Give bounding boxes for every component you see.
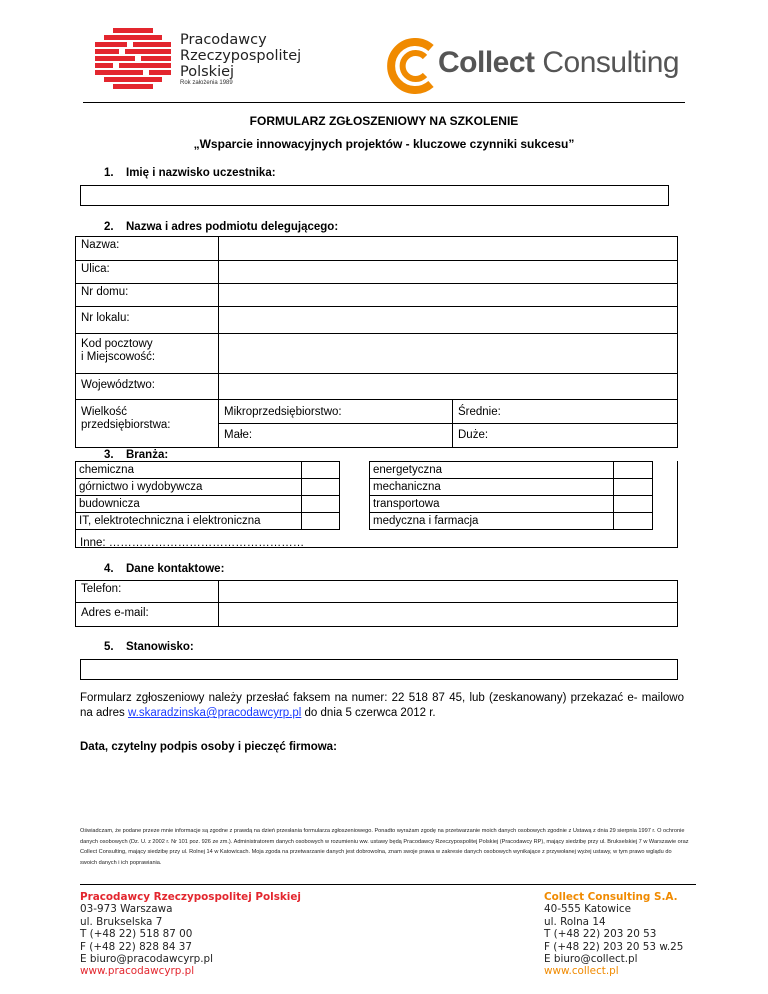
- org-name-field[interactable]: [219, 237, 678, 261]
- pracodawcy-rp-logo-text: Pracodawcy Rzeczypospolitej Polskiej: [180, 32, 302, 80]
- position-field[interactable]: [80, 659, 678, 680]
- phone-field[interactable]: [219, 581, 678, 603]
- size-large-option[interactable]: Duże:: [453, 424, 678, 448]
- collect-consulting-logo-text: Collect Consulting: [438, 46, 680, 79]
- org-postal-city-field[interactable]: [219, 334, 678, 374]
- size-medium-option[interactable]: Średnie:: [453, 400, 678, 424]
- industry-table: [75, 461, 653, 530]
- prp-website-link[interactable]: www.pracodawcyrp.pl: [80, 965, 195, 978]
- industry-it-checkbox[interactable]: [302, 513, 340, 530]
- footer-prp-contact: Pracodawcy Rzeczypospolitej Polskiej 03-973 Warszawa ul. Brukselska 7 T (+48 22) 518 87 00 F (+48 22) 828 84 37 E biuro@pracodawcyrp.pl www.pracodawcyrp.pl: [80, 891, 301, 978]
- section-4-heading: 4. Dane kontaktowe:: [104, 563, 225, 575]
- industry-mechanical: mechaniczna: [370, 479, 614, 496]
- industry-medical-checkbox[interactable]: [614, 513, 653, 530]
- org-postal-city-label: Kod pocztowy i Miejscowość:: [76, 334, 219, 374]
- submission-instruction: Formularz zgłoszeniowy należy przesłać faksem na numer: 22 518 87 45, lub (zeskanowany) przekazać e- mailowo na adres w.skaradzinska@pracodawcyrp.pl do dnia 5 czerwca 2012 r.: [80, 692, 684, 719]
- organization-table: [75, 236, 678, 448]
- section-3-heading: 3. Branża:: [104, 449, 169, 461]
- size-small-option[interactable]: Małe:: [219, 424, 453, 448]
- industry-gap: [340, 479, 370, 496]
- industry-transport-checkbox[interactable]: [614, 496, 653, 513]
- org-voivodeship-field[interactable]: [219, 374, 678, 400]
- industry-energy: energetyczna: [370, 462, 614, 479]
- email-label: Adres e-mail:: [76, 603, 219, 627]
- section-2-heading: 2. Nazwa i adres podmiotu delegującego:: [104, 221, 339, 233]
- industry-gap: [340, 496, 370, 513]
- org-street-field[interactable]: [219, 261, 678, 284]
- industry-mining-checkbox[interactable]: [302, 479, 340, 496]
- industry-mechanical-checkbox[interactable]: [614, 479, 653, 496]
- industry-construction-checkbox[interactable]: [302, 496, 340, 513]
- org-apartment-field[interactable]: [219, 307, 678, 334]
- participant-name-field[interactable]: [80, 185, 669, 206]
- contact-table: [75, 580, 678, 627]
- gdpr-disclaimer: Oświadczam, że podane przeze mnie informacje są zgodne z prawdą na dzień przesłania formularza zgłoszeniowego. Ponadto wyrażam zgodę na przetwarzanie moich danych osobowych zgodnie z Ustawą z dnia 29 sierpnia 1997 r. O ochronie danych osobowych (Dz. U. z 2002 r. Nr 101 poz. 926 ze zm.). Administratorem danych osobowych w rozumieniu ww. ustawy będą Pracodawcy Rzeczypospolitej Polskiej (Pracodawcy RP), mający siedzibę przy ul. Brukselskiej 7 w Warszawie oraz Collect Consulting, mający siedzibę przy ul. Rolnej 14 w Katowicach. Moja zgoda na przetwarzanie danych jest dobrowolna, znam swoje prawa w zakresie danych osobowych wynikające z przywołanej wyżej ustawy, w tym prawo wglądu do swoich danych i ich poprawiania.: [80, 828, 689, 866]
- industry-gap: [340, 462, 370, 479]
- org-voivodeship-label: Województwo:: [76, 374, 219, 400]
- form-title: FORMULARZ ZGŁOSZENIOWY NA SZKOLENIE: [249, 114, 519, 128]
- section-5-heading: 5. Stanowisko:: [104, 641, 194, 653]
- org-house-number-field[interactable]: [219, 284, 678, 307]
- industry-chemical-checkbox[interactable]: [302, 462, 340, 479]
- org-street-label: Ulica:: [76, 261, 219, 284]
- org-name-label: Nazwa:: [76, 237, 219, 261]
- industry-medical: medyczna i farmacja: [370, 513, 614, 530]
- industry-transport: transportowa: [370, 496, 614, 513]
- footer-divider: [80, 884, 696, 885]
- cc-website-link[interactable]: www.collect.pl: [544, 965, 619, 978]
- size-micro-option[interactable]: Mikroprzedsiębiorstwo:: [219, 400, 453, 424]
- industry-mining: górnictwo i wydobywcza: [76, 479, 302, 496]
- org-apartment-label: Nr lokalu:: [76, 307, 219, 334]
- phone-label: Telefon:: [76, 581, 219, 603]
- industry-construction: budownicza: [76, 496, 302, 513]
- industry-it: IT, elektrotechniczna i elektroniczna: [76, 513, 302, 530]
- footer-cc-contact: Collect Consulting S.A. 40-555 Katowice ul. Rolna 14 T (+48 22) 203 20 53 F (+48 22) 203 20 53 w.25 E biuro@collect.pl www.collect.pl: [544, 891, 684, 978]
- org-house-number-label: Nr domu:: [76, 284, 219, 307]
- industry-chemical: chemiczna: [76, 462, 302, 479]
- form-subtitle: „Wsparcie innowacyjnych projektów - kluczowe czynniki sukcesu”: [193, 137, 575, 151]
- header-divider: [83, 102, 685, 103]
- pracodawcy-rp-logo-mark: [95, 28, 173, 90]
- email-field[interactable]: [219, 603, 678, 627]
- industry-other-field[interactable]: Inne: ……………………………………………: [80, 537, 305, 549]
- collect-consulting-logo-mark: [385, 38, 445, 94]
- pracodawcy-rp-founded: Rok założenia 1989: [180, 80, 233, 86]
- industry-gap: [340, 513, 370, 530]
- signature-label: Data, czytelny podpis osoby i pieczęć firmowa:: [80, 741, 337, 753]
- section-1-heading: 1. Imię i nazwisko uczestnika:: [104, 167, 276, 179]
- contact-email-link[interactable]: w.skaradzinska@pracodawcyrp.pl: [127, 707, 302, 719]
- company-size-label: Wielkość przedsiębiorstwa:: [76, 400, 219, 448]
- industry-energy-checkbox[interactable]: [614, 462, 653, 479]
